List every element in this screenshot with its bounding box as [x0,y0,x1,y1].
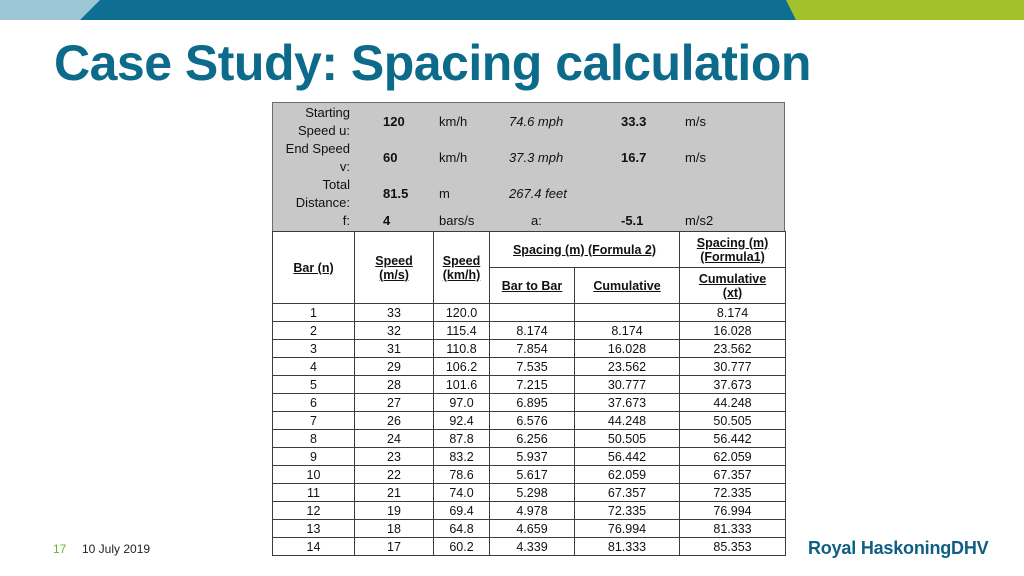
table-cell: 5.937 [490,448,575,466]
header-bar-n: Bar (n) [273,232,355,304]
param-value: 4 [383,213,391,228]
page-number: 17 [53,542,67,556]
table-cell: 6.256 [490,430,575,448]
table-cell: 8.174 [680,304,786,322]
table-cell: 78.6 [434,466,490,484]
table-cell: 106.2 [434,358,490,376]
param-unit: km/h [439,114,468,129]
table-cell: 85.353 [680,538,786,556]
table-cell: 23.562 [680,340,786,358]
spreadsheet-table [272,102,785,556]
table-cell: 10 [273,466,355,484]
bar-spacing-table [272,231,786,556]
table-row [273,484,786,502]
table-cell: 16.028 [575,340,680,358]
param-accel-label: a: [531,213,542,228]
table-cell: 60.2 [434,538,490,556]
param-ms-value: 33.3 [621,114,647,129]
table-cell: 7.535 [490,358,575,376]
table-cell: 97.0 [434,394,490,412]
table-row [273,430,786,448]
table-cell: 67.357 [680,466,786,484]
table-row [273,322,786,340]
table-cell: 72.335 [680,484,786,502]
param-row-total-distance [273,176,784,212]
table-cell: 30.777 [575,376,680,394]
header-cumulative-xt: Cumulative (xt) [680,268,786,304]
param-label: f: [342,213,350,228]
table-row [273,358,786,376]
table-cell: 44.248 [680,394,786,412]
param-row-end-speed [273,140,784,176]
table-cell: 110.8 [434,340,490,358]
table-cell: 81.333 [575,538,680,556]
table-cell: 120.0 [434,304,490,322]
table-cell: 37.673 [680,376,786,394]
param-alt-value: 267.4 feet [509,186,567,201]
header-bar-to-bar: Bar to Bar [490,268,575,304]
param-unit: km/h [439,150,468,165]
table-cell: 62.059 [575,466,680,484]
table-cell: 101.6 [434,376,490,394]
table-cell: 12 [273,502,355,520]
header-cumulative: Cumulative [575,268,680,304]
table-cell: 64.8 [434,520,490,538]
table-row [273,502,786,520]
param-ms-unit: m/s [685,150,706,165]
footer-date: 10 July 2019 [82,542,151,556]
table-cell: 115.4 [434,322,490,340]
param-unit: bars/s [439,213,475,228]
table-cell: 5 [273,376,355,394]
table-row [273,466,786,484]
table-cell: 7.215 [490,376,575,394]
table-cell: 1 [273,304,355,322]
table-row [273,448,786,466]
table-cell: 19 [355,502,434,520]
table-cell: 5.617 [490,466,575,484]
header-speed-kmh: Speed (km/h) [434,232,490,304]
table-row [273,394,786,412]
table-cell: 69.4 [434,502,490,520]
table-cell: 6.576 [490,412,575,430]
table-cell: 29 [355,358,434,376]
table-cell: 4.978 [490,502,575,520]
table-cell: 26 [355,412,434,430]
table-cell: 17 [355,538,434,556]
param-label: Total Distance: [295,177,350,210]
table-cell: 81.333 [680,520,786,538]
table-cell: 87.8 [434,430,490,448]
table-cell: 6.895 [490,394,575,412]
table-row [273,340,786,358]
table-cell: 3 [273,340,355,358]
table-cell: 18 [355,520,434,538]
table-cell: 6 [273,394,355,412]
table-cell: 44.248 [575,412,680,430]
table-cell: 16.028 [680,322,786,340]
table-cell: 27 [355,394,434,412]
param-row-starting-speed [273,104,784,140]
table-cell: 7.854 [490,340,575,358]
table-cell [575,304,680,322]
param-value: 60 [383,150,398,165]
table-body [273,304,786,556]
table-cell: 11 [273,484,355,502]
band-green-segment [786,0,1024,20]
slide-title: Case Study: Spacing calculation [54,35,811,91]
table-row [273,376,786,394]
table-row [273,412,786,430]
table-cell: 50.505 [680,412,786,430]
table-cell: 32 [355,322,434,340]
table-cell: 67.357 [575,484,680,502]
table-cell: 21 [355,484,434,502]
table-cell: 37.673 [575,394,680,412]
table-cell: 83.2 [434,448,490,466]
table-cell: 8.174 [490,322,575,340]
param-ms-unit: m/s [685,114,706,129]
table-cell: 4 [273,358,355,376]
table-cell: 24 [355,430,434,448]
param-unit: m [439,186,450,201]
table-cell: 30.777 [680,358,786,376]
top-decorative-band [0,0,1024,20]
table-cell: 56.442 [575,448,680,466]
table-cell: 56.442 [680,430,786,448]
param-label: End Speed v: [285,141,350,174]
table-row [273,520,786,538]
table-cell: 2 [273,322,355,340]
table-cell: 72.335 [575,502,680,520]
param-label: Starting Speed u: [297,105,350,138]
table-cell: 92.4 [434,412,490,430]
parameters-block [272,102,785,231]
table-cell: 4.339 [490,538,575,556]
company-logo: Royal HaskoningDHV [808,538,989,558]
table-cell: 14 [273,538,355,556]
table-cell: 8.174 [575,322,680,340]
table-cell: 50.505 [575,430,680,448]
table-cell: 22 [355,466,434,484]
param-alt-value: 74.6 mph [509,114,564,129]
band-teal-segment [80,0,798,20]
param-row-frequency [273,212,784,230]
table-cell: 7 [273,412,355,430]
table-cell: 8 [273,430,355,448]
table-cell: 74.0 [434,484,490,502]
table-cell: 9 [273,448,355,466]
param-alt-value: 37.3 mph [509,150,564,165]
table-cell: 76.994 [575,520,680,538]
header-spacing-formula1: Spacing (m) (Formula1) [680,232,786,268]
table-cell: 62.059 [680,448,786,466]
table-cell: 33 [355,304,434,322]
header-speed-ms: Speed (m/s) [355,232,434,304]
table-cell: 23 [355,448,434,466]
table-cell: 23.562 [575,358,680,376]
table-cell: 13 [273,520,355,538]
table-cell: 4.659 [490,520,575,538]
table-cell: 5.298 [490,484,575,502]
header-spacing-formula2: Spacing (m) (Formula 2) [490,232,680,268]
param-ms-value: 16.7 [621,150,647,165]
table-row [273,304,786,322]
table-cell: 76.994 [680,502,786,520]
param-accel-value: -5.1 [621,213,644,228]
table-cell: 31 [355,340,434,358]
table-row [273,538,786,556]
table-cell: 28 [355,376,434,394]
param-accel-unit: m/s2 [685,213,714,228]
param-value: 81.5 [383,186,409,201]
table-cell [490,304,575,322]
param-value: 120 [383,114,405,129]
